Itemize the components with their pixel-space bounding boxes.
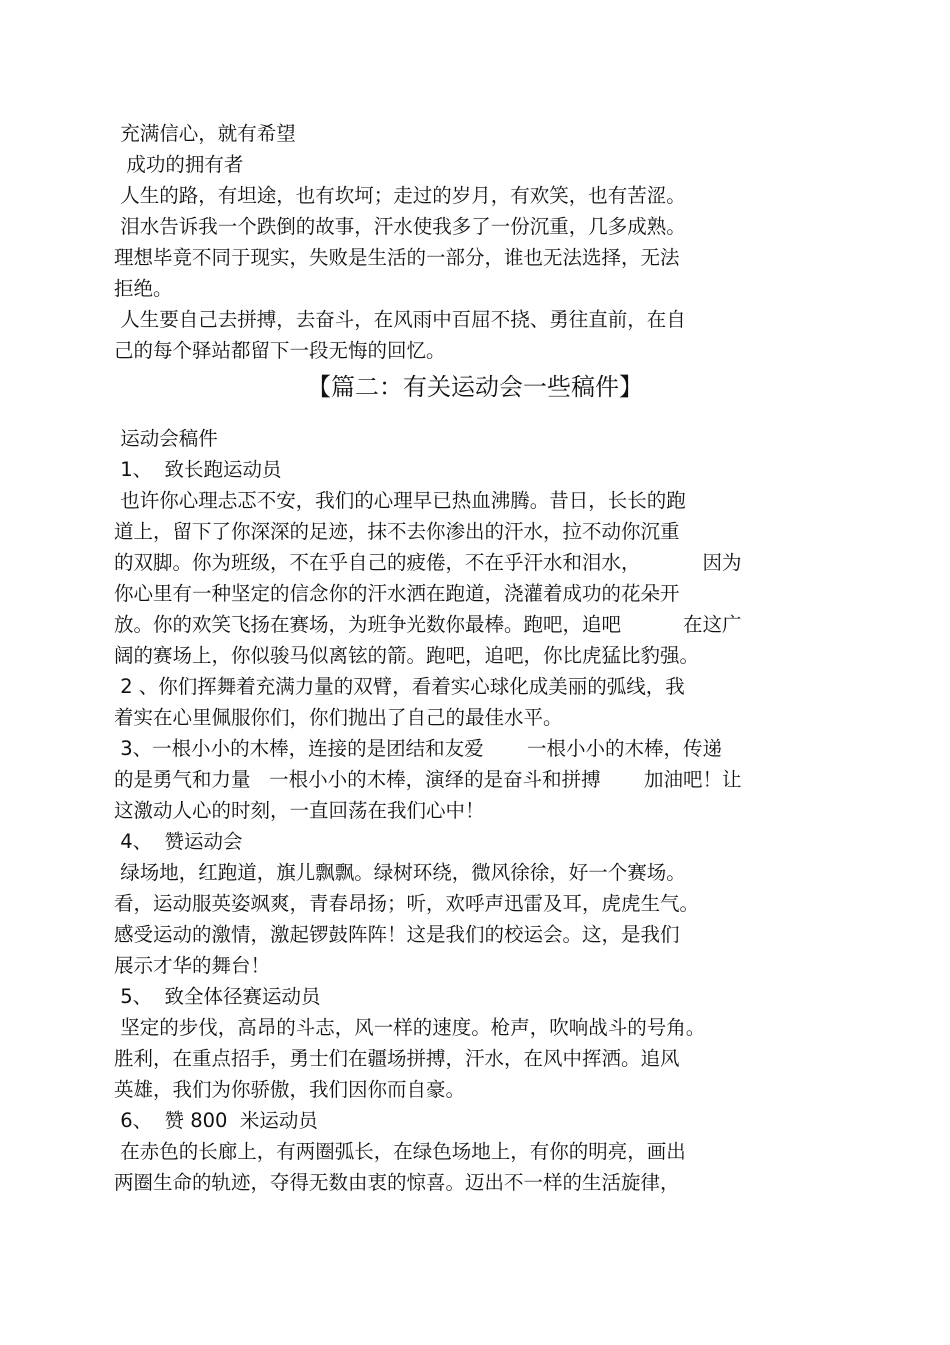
body-line: 5、 致全体径赛运动员 — [114, 985, 321, 1008]
body-line: 在赤色的长廊上，有两圈弧长，在绿色场地上，有你的明亮，画出 — [114, 1140, 686, 1163]
body-line: 着实在心里佩服你们，你们抛出了自己的最佳水平。 — [114, 706, 563, 729]
intro-line: 人生要自己去拼搏，去奋斗，在风雨中百屈不挠、勇往直前，在自 — [114, 308, 686, 331]
intro-line: 拒绝。 — [114, 277, 173, 300]
body-line: 阔的赛场上，你似骏马似离铉的箭。跑吧，追吧，你比虎猛比豹强。 — [114, 644, 700, 667]
intro-line: 成功的拥有者 — [114, 153, 244, 176]
body-line: 感受运动的激情，激起锣鼓阵阵！这是我们的校运会。这，是我们 — [114, 923, 680, 946]
body-line: 你心里有一种坚定的信念你的汗水洒在跑道，浇灌着成功的花朵开 — [114, 582, 680, 605]
body-line: 英雄，我们为你骄傲，我们因你而自豪。 — [114, 1078, 466, 1101]
intro-line: 理想毕竟不同于现实，失败是生活的一部分，谁也无法选择，无法 — [114, 246, 680, 269]
body-line: 坚定的步伐，高昂的斗志，风一样的速度。枪声，吹响战斗的号角。 — [114, 1016, 706, 1039]
body-line: 2 、你们挥舞着充满力量的双臂，看着实心球化成美丽的弧线，我 — [114, 675, 685, 698]
body-line: 放。你的欢笑飞扬在赛场，为班争光数你最棒。跑吧，追吧 在这广 — [114, 613, 742, 636]
body-line: 两圈生命的轨迹，夺得无数由衷的惊喜。迈出不一样的生活旋律， — [114, 1171, 680, 1194]
body-line: 绿场地，红跑道，旗儿飘飘。绿树环绕，微风徐徐，好一个赛场。 — [114, 861, 686, 884]
body-line: 1、 致长跑运动员 — [114, 458, 282, 481]
intro-line: 人生的路，有坦途，也有坎坷；走过的岁月，有欢笑，也有苦涩。 — [114, 184, 686, 207]
body-line: 4、 赞运动会 — [114, 830, 243, 853]
body-line: 也许你心理忐忑不安，我们的心理早已热血沸腾。昔日，长长的跑 — [114, 489, 686, 512]
intro-line: 己的每个驿站都留下一段无悔的回忆。 — [114, 339, 446, 362]
body-line: 这激动人心的时刻，一直回荡在我们心中！ — [114, 799, 485, 822]
body-line: 道上，留下了你深深的足迹，抹不去你渗出的汗水，拉不动你沉重 — [114, 520, 680, 543]
body-line: 看，运动服英姿飒爽，青春昂扬；听，欢呼声迅雷及耳，虎虎生气。 — [114, 892, 700, 915]
body-line: 的双脚。你为班级，不在乎自己的疲倦，不在乎汗水和泪水， 因为 — [114, 551, 742, 574]
body-line: 运动会稿件 — [114, 427, 218, 450]
body-line: 胜利，在重点招手，勇士们在疆场拼搏，汗水，在风中挥洒。追风 — [114, 1047, 680, 1070]
body-line: 6、 赞 800 米运动员 — [114, 1109, 318, 1132]
intro-line: 充满信心，就有希望 — [114, 122, 296, 145]
body-line: 的是勇气和力量 一根小小的木棒，演绎的是奋斗和拼搏 加油吧！让 — [114, 768, 742, 791]
section-title: 【篇二：有关运动会一些稿件】 — [307, 373, 643, 401]
intro-line: 泪水告诉我一个跌倒的故事，汗水使我多了一份沉重，几多成熟。 — [114, 215, 686, 238]
body-line: 展示才华的舞台！ — [114, 954, 271, 977]
body-line: 3、一根小小的木棒，连接的是团结和友爱 一根小小的木棒，传递 — [114, 737, 722, 760]
